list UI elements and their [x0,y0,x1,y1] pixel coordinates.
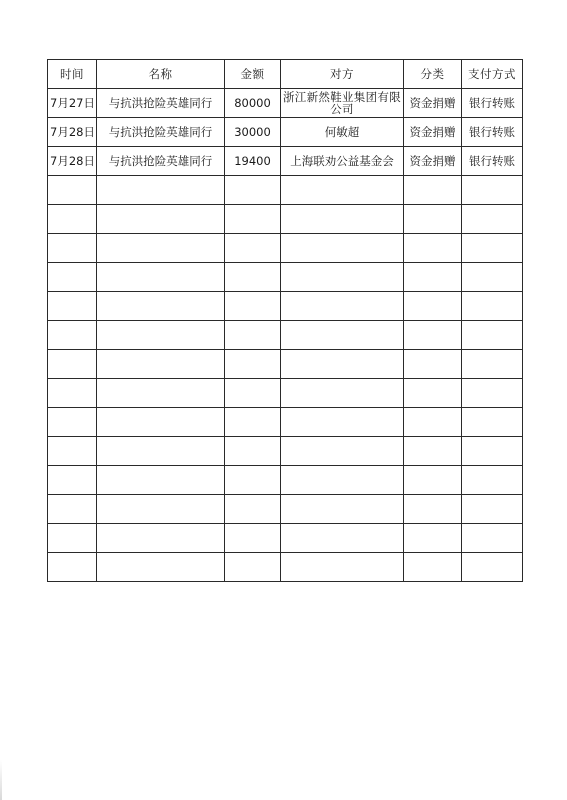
empty-table-row [48,495,523,524]
cell-counterparty: 上海联劝公益基金会 [281,147,404,176]
empty-cell-amount [225,437,281,466]
cell-amount: 19400 [225,147,281,176]
empty-cell-payment-method [462,205,523,234]
empty-cell-date [48,379,97,408]
empty-cell-name [97,234,225,263]
empty-cell-date [48,321,97,350]
empty-cell-name [97,553,225,582]
cell-payment-method: 银行转账 [462,89,523,118]
empty-cell-category [404,524,462,553]
empty-cell-counterparty [281,321,404,350]
cell-name: 与抗洪抢险英雄同行 [97,89,225,118]
cell-counterparty: 浙江新然鞋业集团有限公司 [281,89,404,118]
empty-cell-name [97,437,225,466]
empty-cell-amount [225,408,281,437]
empty-cell-name [97,466,225,495]
header-counterparty: 对方 [281,60,404,89]
empty-cell-counterparty [281,234,404,263]
empty-cell-amount [225,553,281,582]
header-name: 名称 [97,60,225,89]
empty-table-row [48,553,523,582]
empty-cell-date [48,234,97,263]
empty-cell-date [48,408,97,437]
empty-cell-counterparty [281,437,404,466]
cell-date: 7月28日 [48,147,97,176]
empty-cell-amount [225,205,281,234]
empty-cell-name [97,205,225,234]
empty-cell-counterparty [281,205,404,234]
empty-cell-amount [225,321,281,350]
cell-name: 与抗洪抢险英雄同行 [97,118,225,147]
header-date: 时间 [48,60,97,89]
empty-table-row [48,205,523,234]
empty-cell-category [404,466,462,495]
empty-cell-payment-method [462,321,523,350]
cell-category: 资金捐赠 [404,89,462,118]
header-payment-method: 支付方式 [462,60,523,89]
empty-cell-amount [225,350,281,379]
header-category: 分类 [404,60,462,89]
empty-cell-payment-method [462,263,523,292]
empty-cell-category [404,176,462,205]
empty-cell-counterparty [281,553,404,582]
empty-cell-date [48,292,97,321]
header-amount: 金额 [225,60,281,89]
cell-category: 资金捐赠 [404,118,462,147]
empty-cell-payment-method [462,234,523,263]
empty-table-row [48,176,523,205]
table-row [48,89,523,118]
empty-cell-category [404,205,462,234]
donation-ledger-table [47,59,523,582]
empty-cell-counterparty [281,263,404,292]
empty-cell-payment-method [462,350,523,379]
empty-cell-category [404,350,462,379]
empty-table-row [48,234,523,263]
empty-cell-name [97,176,225,205]
empty-cell-category [404,263,462,292]
empty-table-row [48,263,523,292]
empty-cell-category [404,379,462,408]
empty-table-row [48,437,523,466]
empty-cell-payment-method [462,176,523,205]
cell-date: 7月27日 [48,89,97,118]
empty-cell-category [404,495,462,524]
empty-cell-amount [225,292,281,321]
empty-cell-name [97,292,225,321]
cell-counterparty: 何敏超 [281,118,404,147]
empty-cell-amount [225,524,281,553]
cell-category: 资金捐赠 [404,147,462,176]
empty-cell-date [48,205,97,234]
cell-amount: 80000 [225,89,281,118]
empty-cell-date [48,263,97,292]
empty-cell-amount [225,234,281,263]
cell-date: 7月28日 [48,118,97,147]
empty-cell-payment-method [462,466,523,495]
cell-payment-method: 银行转账 [462,118,523,147]
empty-cell-name [97,495,225,524]
empty-cell-counterparty [281,524,404,553]
empty-cell-category [404,408,462,437]
table-row [48,147,523,176]
empty-table-row [48,379,523,408]
empty-table-row [48,350,523,379]
empty-cell-payment-method [462,408,523,437]
empty-cell-category [404,321,462,350]
empty-cell-name [97,321,225,350]
empty-cell-amount [225,466,281,495]
empty-cell-date [48,495,97,524]
empty-cell-payment-method [462,292,523,321]
empty-cell-amount [225,495,281,524]
empty-cell-category [404,292,462,321]
empty-cell-category [404,234,462,263]
empty-cell-name [97,524,225,553]
cell-amount: 30000 [225,118,281,147]
scan-shadow-edge [0,760,2,800]
empty-cell-counterparty [281,176,404,205]
empty-cell-payment-method [462,437,523,466]
table-body [48,89,523,582]
empty-cell-counterparty [281,350,404,379]
empty-cell-category [404,553,462,582]
empty-cell-date [48,553,97,582]
empty-cell-payment-method [462,379,523,408]
empty-cell-category [404,437,462,466]
empty-cell-name [97,263,225,292]
empty-cell-date [48,176,97,205]
empty-table-row [48,321,523,350]
empty-cell-amount [225,263,281,292]
empty-cell-payment-method [462,495,523,524]
empty-cell-date [48,524,97,553]
cell-name: 与抗洪抢险英雄同行 [97,147,225,176]
empty-cell-date [48,437,97,466]
empty-cell-payment-method [462,553,523,582]
empty-cell-counterparty [281,292,404,321]
empty-cell-name [97,379,225,408]
empty-cell-date [48,466,97,495]
empty-cell-amount [225,176,281,205]
empty-cell-payment-method [462,524,523,553]
empty-cell-counterparty [281,379,404,408]
cell-payment-method: 银行转账 [462,147,523,176]
empty-cell-counterparty [281,495,404,524]
empty-table-row [48,292,523,321]
table-header-row [48,60,523,89]
empty-table-row [48,466,523,495]
empty-table-row [48,408,523,437]
empty-cell-amount [225,379,281,408]
empty-cell-date [48,350,97,379]
empty-cell-counterparty [281,466,404,495]
empty-cell-name [97,350,225,379]
empty-cell-counterparty [281,408,404,437]
empty-cell-name [97,408,225,437]
empty-table-row [48,524,523,553]
table-row [48,118,523,147]
